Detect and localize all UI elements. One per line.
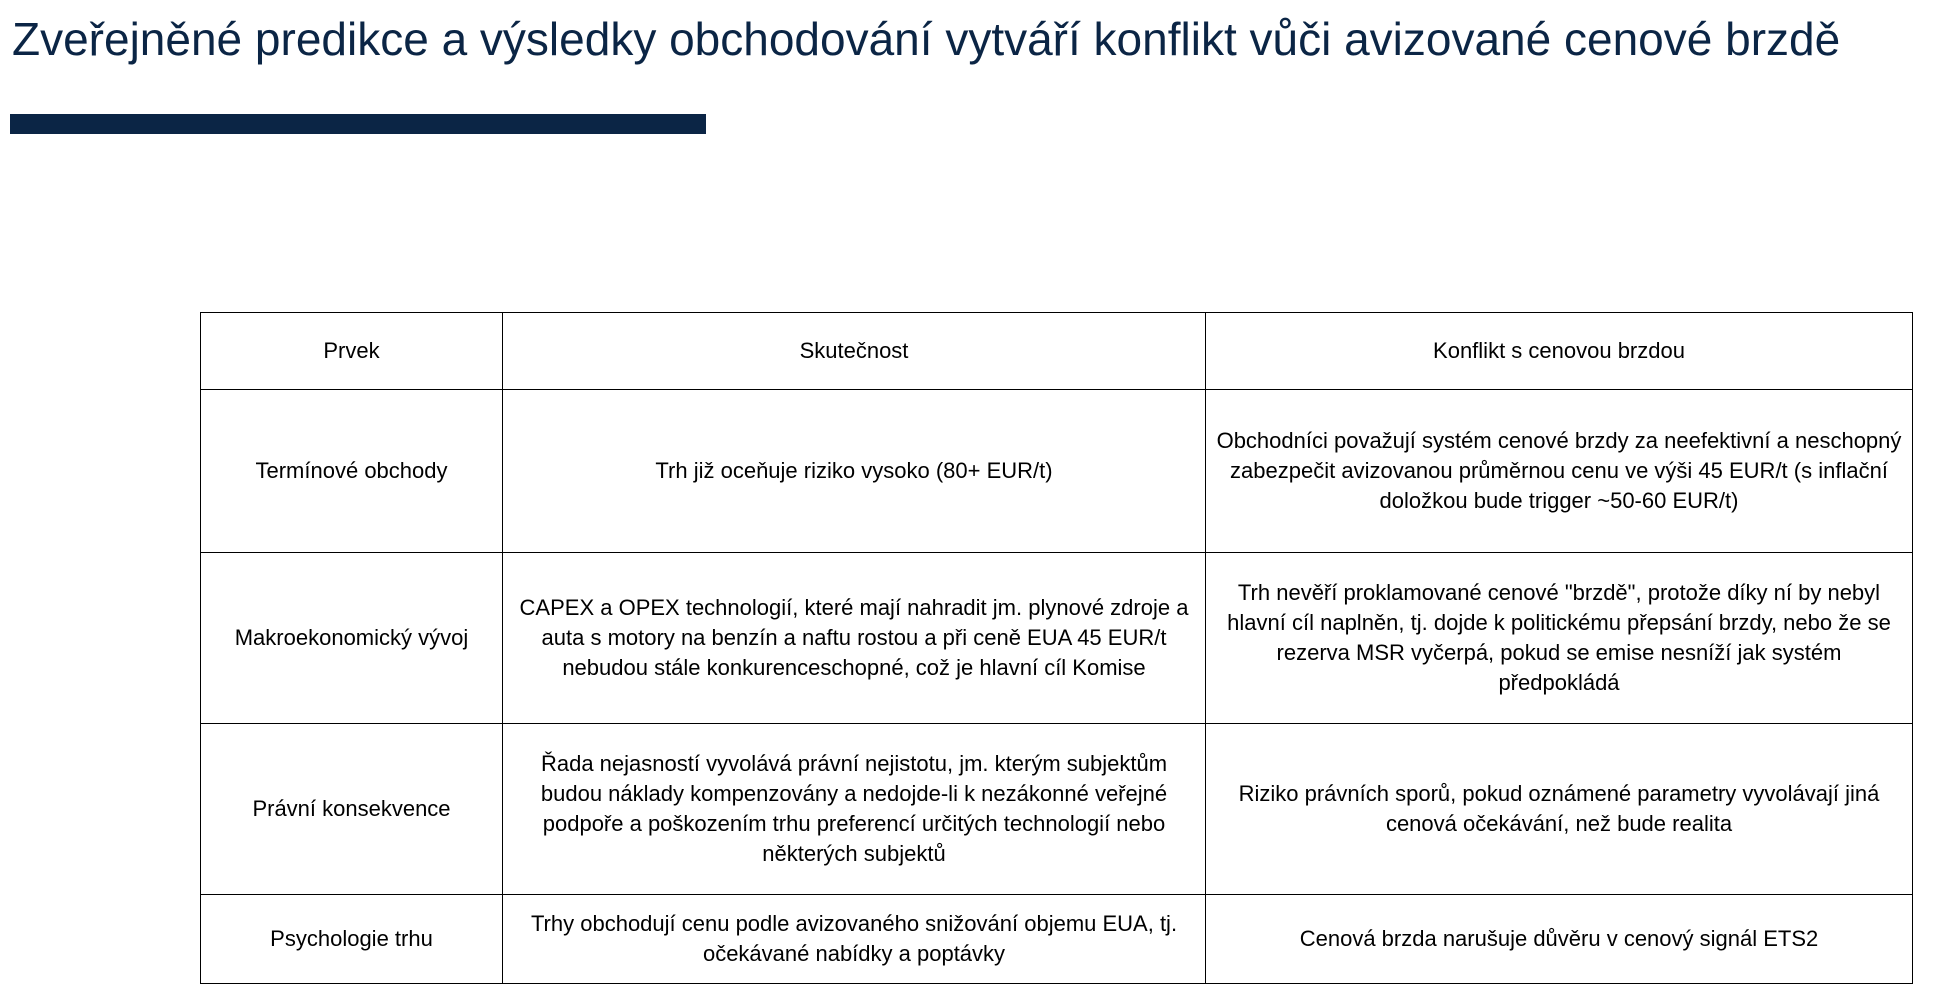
title-accent-bar	[10, 114, 706, 134]
cell-element: Psychologie trhu	[201, 895, 503, 984]
cell-reality: Trh již oceňuje riziko vysoko (80+ EUR/t)	[503, 390, 1206, 553]
cell-element: Makroekonomický vývoj	[201, 553, 503, 724]
cell-conflict: Riziko právních sporů, pokud oznámené parametry vyvolávají jiná cenová očekávání, než bude realita	[1206, 724, 1913, 895]
cell-conflict: Obchodníci považují systém cenové brzdy za neefektivní a neschopný zabezpečit avizovanou průměrnou cenu ve výši 45 EUR/t (s inflační doložkou bude trigger ~50-60 EUR/t)	[1206, 390, 1913, 553]
cell-reality: Řada nejasností vyvolává právní nejistotu, jm. kterým subjektům budou náklady kompenzovány a nedojde-li k nezákonné veřejné podpoře a poškozením trhu preferencí určitých technologií nebo některých subjektů	[503, 724, 1206, 895]
cell-conflict: Cenová brzda narušuje důvěru v cenový signál ETS2	[1206, 895, 1913, 984]
page-title: Zveřejněné predikce a výsledky obchodování vytváří konflikt vůči avizované cenové brzdě	[12, 13, 1841, 65]
table-row	[201, 724, 1913, 895]
cell-element: Právní konsekvence	[201, 724, 503, 895]
table-row	[201, 390, 1913, 553]
cell-reality: CAPEX a OPEX technologií, které mají nahradit jm. plynové zdroje a auta s motory na benzín a naftu rostou a při ceně EUA 45 EUR/t nebudou stále konkurenceschopné, což je hlavní cíl Komise	[503, 553, 1206, 724]
table-row	[201, 895, 1913, 984]
header-reality: Skutečnost	[503, 313, 1206, 390]
cell-conflict: Trh nevěří proklamované cenové "brzdě", protože díky ní by nebyl hlavní cíl naplněn, tj. dojde k politickému přepsání brzdy, nebo že se rezerva MSR vyčerpá, pokud se emise nesníží jak systém předpokládá	[1206, 553, 1913, 724]
table-row	[201, 553, 1913, 724]
header-element: Prvek	[201, 313, 503, 390]
header-conflict: Konflikt s cenovou brzdou	[1206, 313, 1913, 390]
cell-reality: Trhy obchodují cenu podle avizovaného snižování objemu EUA, tj. očekávané nabídky a poptávky	[503, 895, 1206, 984]
comparison-table	[200, 312, 1913, 984]
cell-element: Termínové obchody	[201, 390, 503, 553]
table-header-row	[201, 313, 1913, 390]
